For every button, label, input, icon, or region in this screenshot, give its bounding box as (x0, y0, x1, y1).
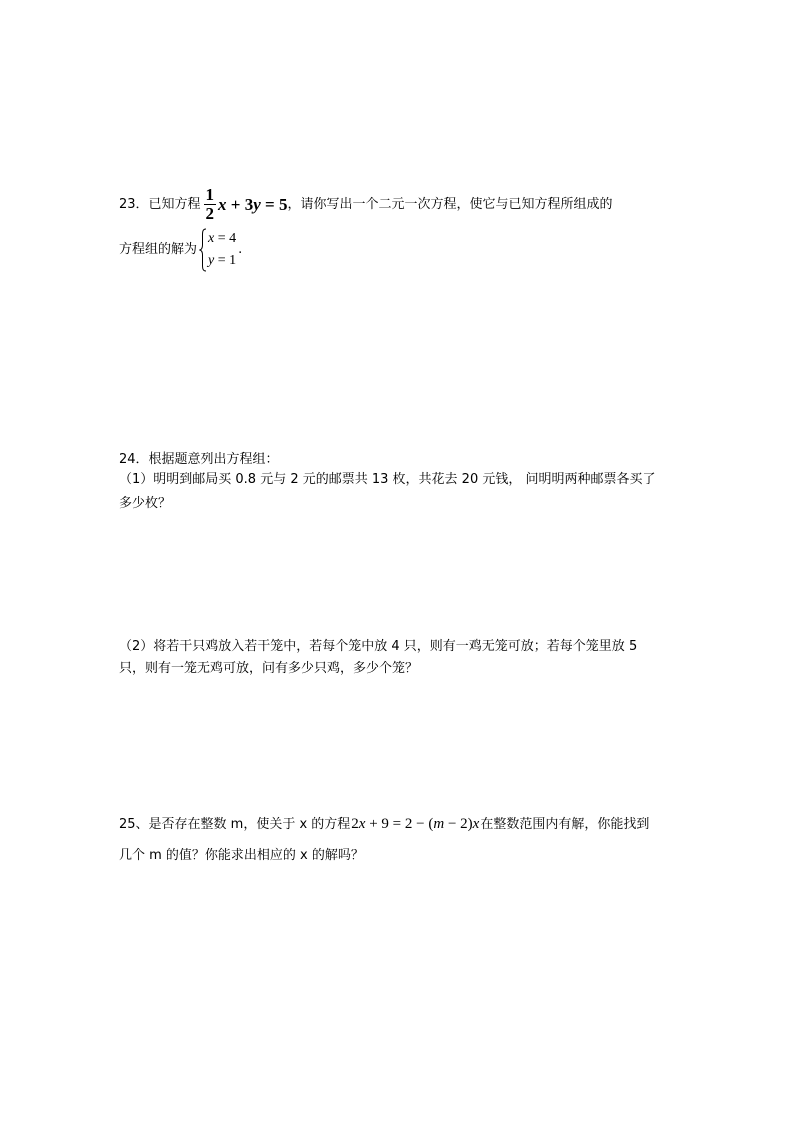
q25-prefix: 25、是否存在整数 m，使关于 x 的方程 (119, 817, 351, 832)
q24-part2-line2: 只，则有一笼无鸡可放，问有多少只鸡，多少个笼？ (119, 661, 419, 676)
q25-line1 (119, 814, 649, 835)
q23-equation: x + 3y = 5 (218, 194, 288, 214)
q23-solution-y: y = 1 (208, 253, 237, 268)
q23-fraction-denominator: 2 (205, 204, 215, 223)
q25-equation: 2x + 9 = 2 − (m − 2)x (351, 816, 480, 832)
q23-line2 (119, 228, 242, 273)
q23-fraction (204, 186, 217, 223)
q24-title: 24．根据题意列出方程组： (119, 452, 279, 467)
q23-line1 (119, 186, 612, 223)
left-brace-icon (199, 228, 207, 272)
q23-suffix: ，请你写出一个二元一次方程，使它与已知方程所组成的 (287, 197, 613, 212)
q23-fraction-numerator: 1 (205, 185, 215, 204)
q25-suffix: 在整数范围内有解，你能找到 (480, 817, 650, 832)
q23-line2-prefix: 方程组的解为 (119, 242, 198, 257)
q23-prefix: 23．已知方程 (119, 197, 201, 212)
q23-solution-system (199, 228, 236, 272)
q24-part1-line2: 多少枚？ (119, 496, 172, 511)
q23-line2-suffix: . (238, 242, 243, 257)
q24-part2-line1: （2）将若干只鸡放入若干笼中，若每个笼中放 4 只，则有一鸡无笼可放；若每个笼里放 5 (119, 639, 638, 654)
q23-solution-x: x = 4 (208, 231, 237, 246)
q25-line2: 几个 m 的值？你能求出相应的 x 的解吗？ (119, 848, 364, 863)
q24-part1-line1: （1）明明到邮局买 0.8 元与 2 元的邮票共 13 枚，共花去 20 元钱， 问明明两种邮票各买了 (119, 472, 656, 487)
q23-solution-rows (208, 228, 236, 272)
